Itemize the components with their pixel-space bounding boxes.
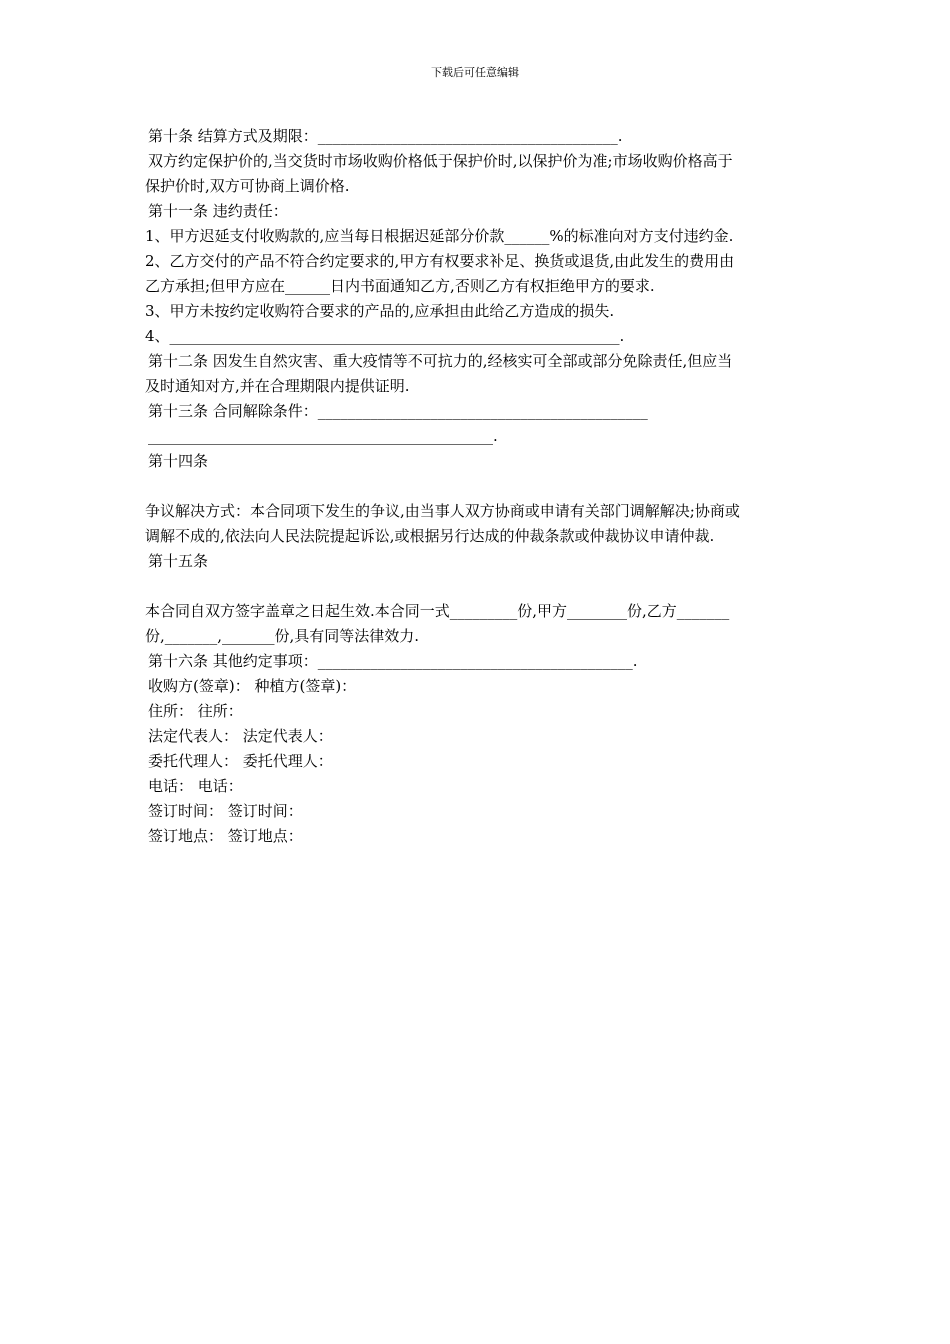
article-11-clause-3: 3、甲方未按约定收购符合要求的产品的,应承担由此给乙方造成的损失. <box>145 302 615 320</box>
article-10-protection-price-line2: 保护价时,双方可协商上调价格. <box>145 177 350 195</box>
signature-agent: 委托代理人： 委托代理人： <box>148 752 333 770</box>
article-10-protection-price-line1: 双方约定保护价的,当交货时市场收购价格低于保护价时,以保护价为准;市场收购价格高于 <box>148 152 733 170</box>
article-13-line1: 第十三条 合同解除条件：____________________________________________ <box>148 402 648 420</box>
article-15-body-line2: 份,_______,_______份,具有同等法律效力. <box>145 627 420 645</box>
article-11-clause-1: 1、甲方迟延支付收购款的,应当每日根据迟延部分价款______%的标准向对方支付违约金. <box>145 227 734 245</box>
blank-line <box>145 474 810 499</box>
signature-address: 住所： 往所： <box>148 702 243 720</box>
article-16-other-matters: 第十六条 其他约定事项：__________________________________________. <box>148 652 638 670</box>
page-header: 下载后可任意编辑 <box>431 66 519 79</box>
signature-party-seals: 收购方(签章)： 种植方(签章)： <box>148 677 357 695</box>
document-body <box>145 124 810 849</box>
article-12-line2: 及时通知对方,并在合理期限内提供证明. <box>145 377 410 395</box>
article-15-title: 第十五条 <box>148 552 209 570</box>
signature-phone: 电话： 电话： <box>148 777 243 795</box>
article-11-clause-4: 4、____________________________________________________________. <box>145 327 625 345</box>
article-14-body-line1: 争议解决方式：本合同项下发生的争议,由当事人双方协商或申请有关部门调解解决;协商或 <box>145 502 740 520</box>
article-15-body-line1: 本合同自双方签字盖章之日起生效.本合同一式_________份,甲方________份,乙方_______ <box>145 602 730 620</box>
signature-date: 签订时间： 签订时间： <box>148 802 303 820</box>
article-13-line2: ______________________________________________. <box>148 427 498 445</box>
article-10-settlement: 第十条 结算方式及期限：________________________________________. <box>148 127 623 145</box>
article-14-title: 第十四条 <box>148 452 209 470</box>
blank-line <box>145 574 810 599</box>
article-14-body-line2: 调解不成的,依法向人民法院提起诉讼,或根据另行达成的仲裁条款或仲裁协议申请仲裁. <box>145 527 715 545</box>
article-11-clause-2-line2: 乙方承担;但甲方应在______日内书面通知乙方,否则乙方有权拒绝甲方的要求. <box>145 277 655 295</box>
article-12-line1: 第十二条 因发生自然灾害、重大疫情等不可抗力的,经核实可全部或部分免除责任,但应当 <box>148 352 733 370</box>
article-11-clause-2-line1: 2、乙方交付的产品不符合约定要求的,甲方有权要求补足、换货或退货,由此发生的费用由 <box>145 252 735 270</box>
article-11-title: 第十一条 违约责任： <box>148 202 288 220</box>
signature-legal-rep: 法定代表人： 法定代表人： <box>148 727 333 745</box>
signature-place: 签订地点： 签订地点： <box>148 827 303 845</box>
